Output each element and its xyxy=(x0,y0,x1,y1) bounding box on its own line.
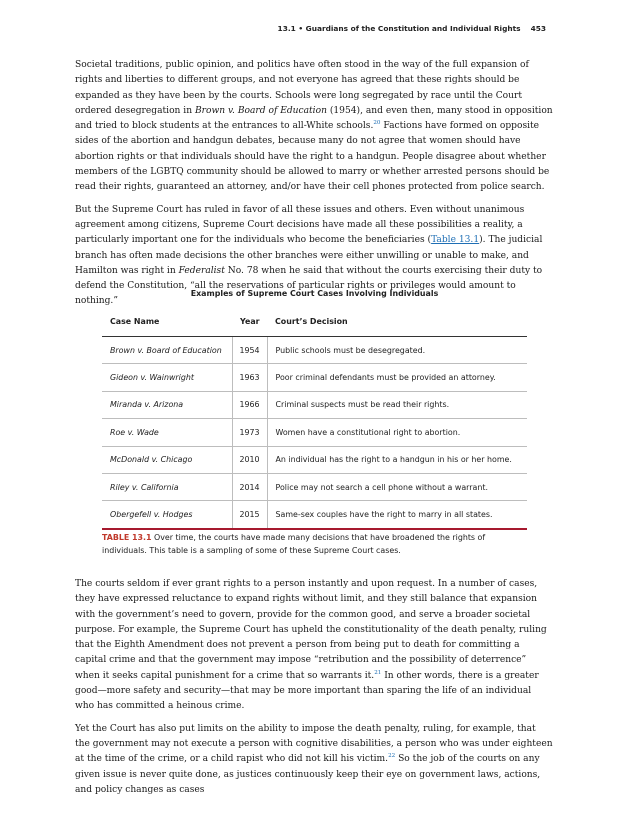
p3-text-b: In other words, there is a greater good—more safety and security—that may be more important than sparing the life of an individual who has committed a heinous crime. xyxy=(75,670,539,712)
table-row xyxy=(102,501,527,529)
decision-cell: Public schools must be desegregated. xyxy=(267,337,527,364)
decision-cell: Poor criminal defendants must be provided an attorney. xyxy=(267,364,527,391)
table-caption xyxy=(102,532,527,557)
paragraph-3 xyxy=(75,577,553,715)
header-year: Year xyxy=(232,307,267,337)
p1-text-c: Factions have formed on opposite sides of the abortion and handgun debates, because many do not agree that women should have abortion rights or that individuals should have the right to a handgun. People disagree about whether members of the LGBTQ community should be allowed to marry or whether arrested persons should be read their rights, guaranteed an attorney, and/or have their cell phones protected from police search. xyxy=(75,121,550,193)
decision-cell: Police may not search a cell phone without a warrant. xyxy=(267,473,527,500)
p1-text-a: Societal traditions, public opinion, and politics have often stood in the way of the full expansion of rights and liberties to different groups, and not everyone has agreed that these rights should be expanded as they have been by the courts. Schools were long segregated by race until the Court ordered desegregation in xyxy=(75,60,529,116)
p2-text-c: No. 78 when he said that without the courts exercising their duty to defend the Constitution, “all the reservations of particular rights or privileges would amount to nothing.” xyxy=(75,265,543,307)
year-cell: 1973 xyxy=(232,419,267,446)
case-name-cell: Gideon v. Wainwright xyxy=(102,364,232,391)
decision-cell: An individual has the right to a handgun in his or her home. xyxy=(267,446,527,473)
running-header xyxy=(278,24,546,33)
body-section-top xyxy=(75,58,553,317)
case-name-cell: Roe v. Wade xyxy=(102,419,232,446)
case-name-cell: Riley v. California xyxy=(102,473,232,500)
year-cell: 2015 xyxy=(232,501,267,529)
decision-cell: Women have a constitutional right to abortion. xyxy=(267,419,527,446)
p2-text-b: ). The judicial branch has often made decisions the other branches were either unwilling or unable to make, and Hamilton was right in xyxy=(75,235,543,276)
case-name-cell: Obergefell v. Hodges xyxy=(102,501,232,529)
paragraph-1 xyxy=(75,58,553,196)
case-name-cell: McDonald v. Chicago xyxy=(102,446,232,473)
table-13-1-link[interactable]: Table 13.1 xyxy=(431,235,480,246)
year-cell: 1963 xyxy=(232,364,267,391)
table-row xyxy=(102,391,527,418)
header-case-name: Case Name xyxy=(102,307,232,337)
p4-text-a: Yet the Court has also put limits on the ability to impose the death penalty, ruling, for example, that the government may not execute a person with cognitive disabilities, a person who was under eighteen at the time of the crime, or a child rapist who did not kill his victim. xyxy=(75,723,553,765)
year-cell: 2010 xyxy=(232,446,267,473)
footnote-ref-22[interactable]: 22 xyxy=(388,753,396,760)
year-cell: 1954 xyxy=(232,337,267,364)
case-name-cell: Brown v. Board of Education xyxy=(102,337,232,364)
year-cell: 2014 xyxy=(232,473,267,500)
cases-table xyxy=(102,307,527,530)
table-row xyxy=(102,419,527,446)
page-number: 453 xyxy=(530,24,546,33)
header-decision: Court’s Decision xyxy=(267,307,527,337)
case-name-cell: Miranda v. Arizona xyxy=(102,391,232,418)
table-row xyxy=(102,364,527,391)
caption-text: Over time, the courts have made many decisions that have broadened the rights of individuals. This table is a sampling of some of these Supreme Court cases. xyxy=(102,533,486,555)
footnote-ref-21[interactable]: 21 xyxy=(374,669,382,676)
p1-text-b: (1954), and even then, many stood in opposition and tried to block students at the entrances to all-White schools. xyxy=(75,105,553,132)
table-header-row xyxy=(102,307,527,337)
paragraph-4 xyxy=(75,722,553,798)
p3-text-a: The courts seldom if ever grant rights to a person instantly and upon request. In a number of cases, they have expressed reluctance to expand rights without limit, and they still balance that expansion with the government’s need to govern, provide for the common good, and serve a broader societal purpose. For example, the Supreme Court has upheld the constitutionality of the death penalty, ruling that the Eighth Amendment does not prevent a person from being put to death for committing a capital crime and that the government may impose “retribution and the possibility of deterrence” when it seeks capital punishment for a crime that so warrants it. xyxy=(75,579,547,681)
decision-cell: Same-sex couples have the right to marry in all states. xyxy=(267,501,527,529)
decision-cell: Criminal suspects must be read their rights. xyxy=(267,391,527,418)
running-title: 13.1 • Guardians of the Constitution and Individual Rights xyxy=(277,24,521,33)
caption-label: TABLE 13.1 xyxy=(102,533,152,542)
table-row xyxy=(102,473,527,500)
p2-text-a: But the Supreme Court has ruled in favor of all these issues and others. Even without unanimous agreement among citizens, Supreme Court decisions have made all these possibilities a reality, a particularly important one for the individuals who become the beneficiaries ( xyxy=(75,204,525,246)
year-cell: 1966 xyxy=(232,391,267,418)
footnote-ref-20[interactable]: 20 xyxy=(373,120,381,127)
table-row xyxy=(102,337,527,364)
p4-text-b: So the job of the courts on any given issue is never quite done, as justices continuously keep their eye on government laws, actions, and policy changes as cases xyxy=(75,754,541,795)
p1-case-name: Brown v. Board of Education xyxy=(194,105,327,116)
body-section-bottom xyxy=(75,577,553,805)
table-title: Examples of Supreme Court Cases Involving Individuals xyxy=(190,289,439,298)
table-row xyxy=(102,446,527,473)
p2-work-title: Federalist xyxy=(178,265,225,276)
